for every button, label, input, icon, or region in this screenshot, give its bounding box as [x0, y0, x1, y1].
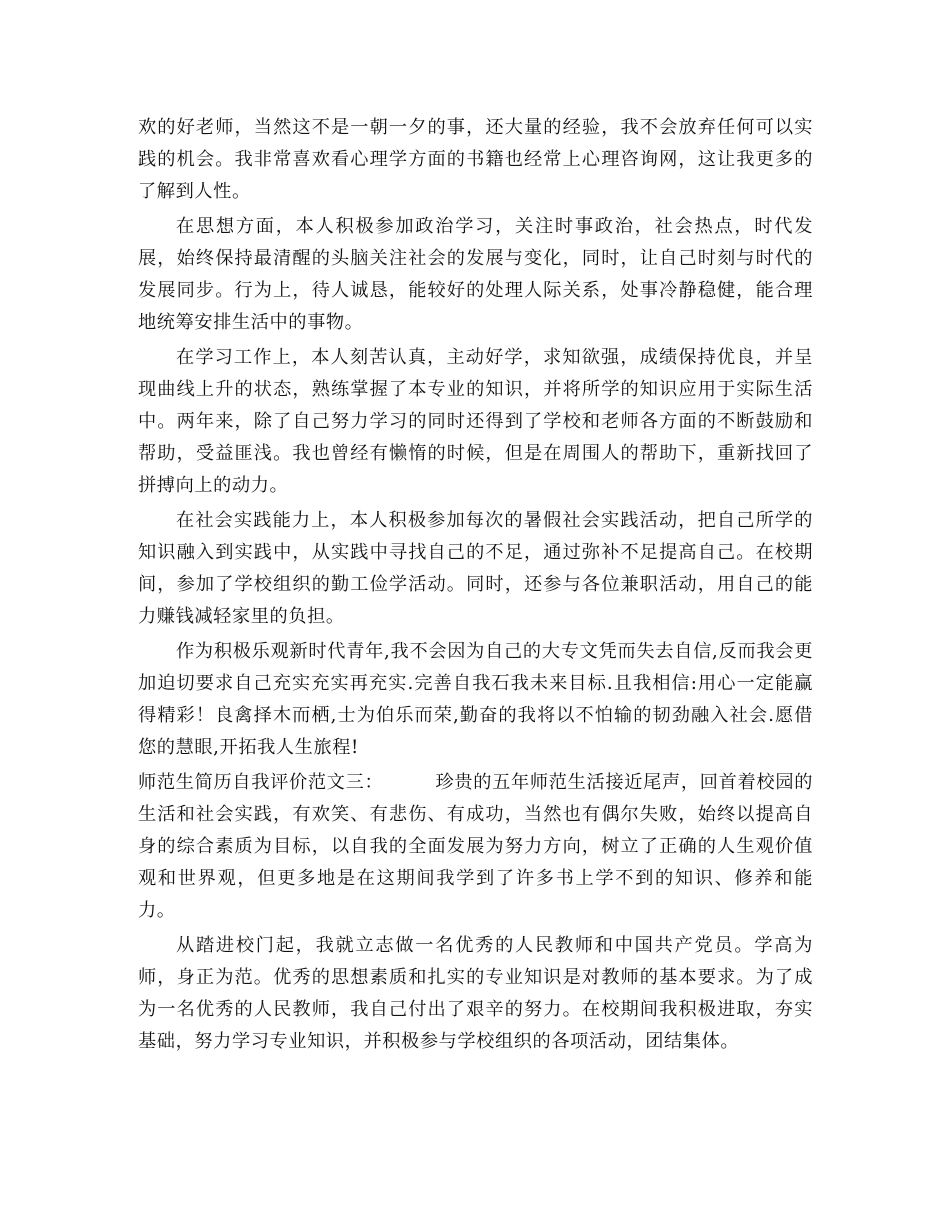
section-three	[138, 767, 813, 927]
document-body	[138, 112, 813, 1061]
paragraph-thought: 在思想方面，本人积极参加政治学习，关注时事政治，社会热点，时代发展，始终保持最清醒的头脑关注社会的发展与变化，同时，让自己时刻与时代的发展同步。行为上，待人诚恳，能较好的处理人际关系，处事冷静稳健，能合理地统筹安排生活中的事物。	[138, 216, 813, 333]
section-heading: 师范生简历自我评价范文三：	[138, 772, 384, 793]
paragraph-continued: 欢的好老师，当然这不是一朝一夕的事，还大量的经验，我不会放弃任何可以实践的机会。我非常喜欢看心理学方面的书籍也经常上心理咨询网，这让我更多的了解到人性。	[138, 117, 813, 202]
paragraph-social-practice: 在社会实践能力上，本人积极参加每次的暑假社会实践活动，把自己所学的知识融入到实践中，从实践中寻找自己的不足，通过弥补不足提高自己。在校期间，参加了学校组织的勤工俭学活动。同时，还参与各位兼职活动，用自己的能力赚钱减轻家里的负担。	[138, 510, 813, 627]
section-first-paragraph: 珍贵的五年师范生活接近尾声，回首着校园的生活和社会实践，有欢笑、有悲伤、有成功，当然也有偶尔失败，始终以提高自身的综合素质为目标，以自我的全面发展为努力方向，树立了正确的人生观价值观和世界观，但更多地是在这期间我学到了许多书上学不到的知识、修养和能力。	[138, 772, 813, 921]
paragraph-optimism: 作为积极乐观新时代青年,我不会因为自己的大专文凭而失去自信,反而我会更加迫切要求自己充实充实再充实.完善自我石我未来目标.且我相信:用心一定能赢得精彩！良禽择木而栖,士为伯乐而荣,勤奋的我将以不怕输的韧劲融入社会.愿借您的慧眼,开拓我人生旅程!	[138, 641, 813, 758]
paragraph-study-work: 在学习工作上，本人刻苦认真，主动好学，求知欲强，成绩保持优良，并呈现曲线上升的状态，熟练掌握了本专业的知识，并将所学的知识应用于实际生活中。两年来，除了自己努力学习的同时还得到了学校和老师各方面的不断鼓励和帮助，受益匪浅。我也曾经有懒惰的时候，但是在周围人的帮助下，重新找回了拼搏向上的动力。	[138, 347, 813, 496]
paragraph-closing: 从踏进校门起，我就立志做一名优秀的人民教师和中国共产党员。学高为师，身正为范。优秀的思想素质和扎实的专业知识是对教师的基本要求。为了成为一名优秀的人民教师，我自己付出了艰辛的努力。在校期间我积极进取，夯实基础，努力学习专业知识，并积极参与学校组织的各项活动，团结集体。	[138, 935, 813, 1052]
